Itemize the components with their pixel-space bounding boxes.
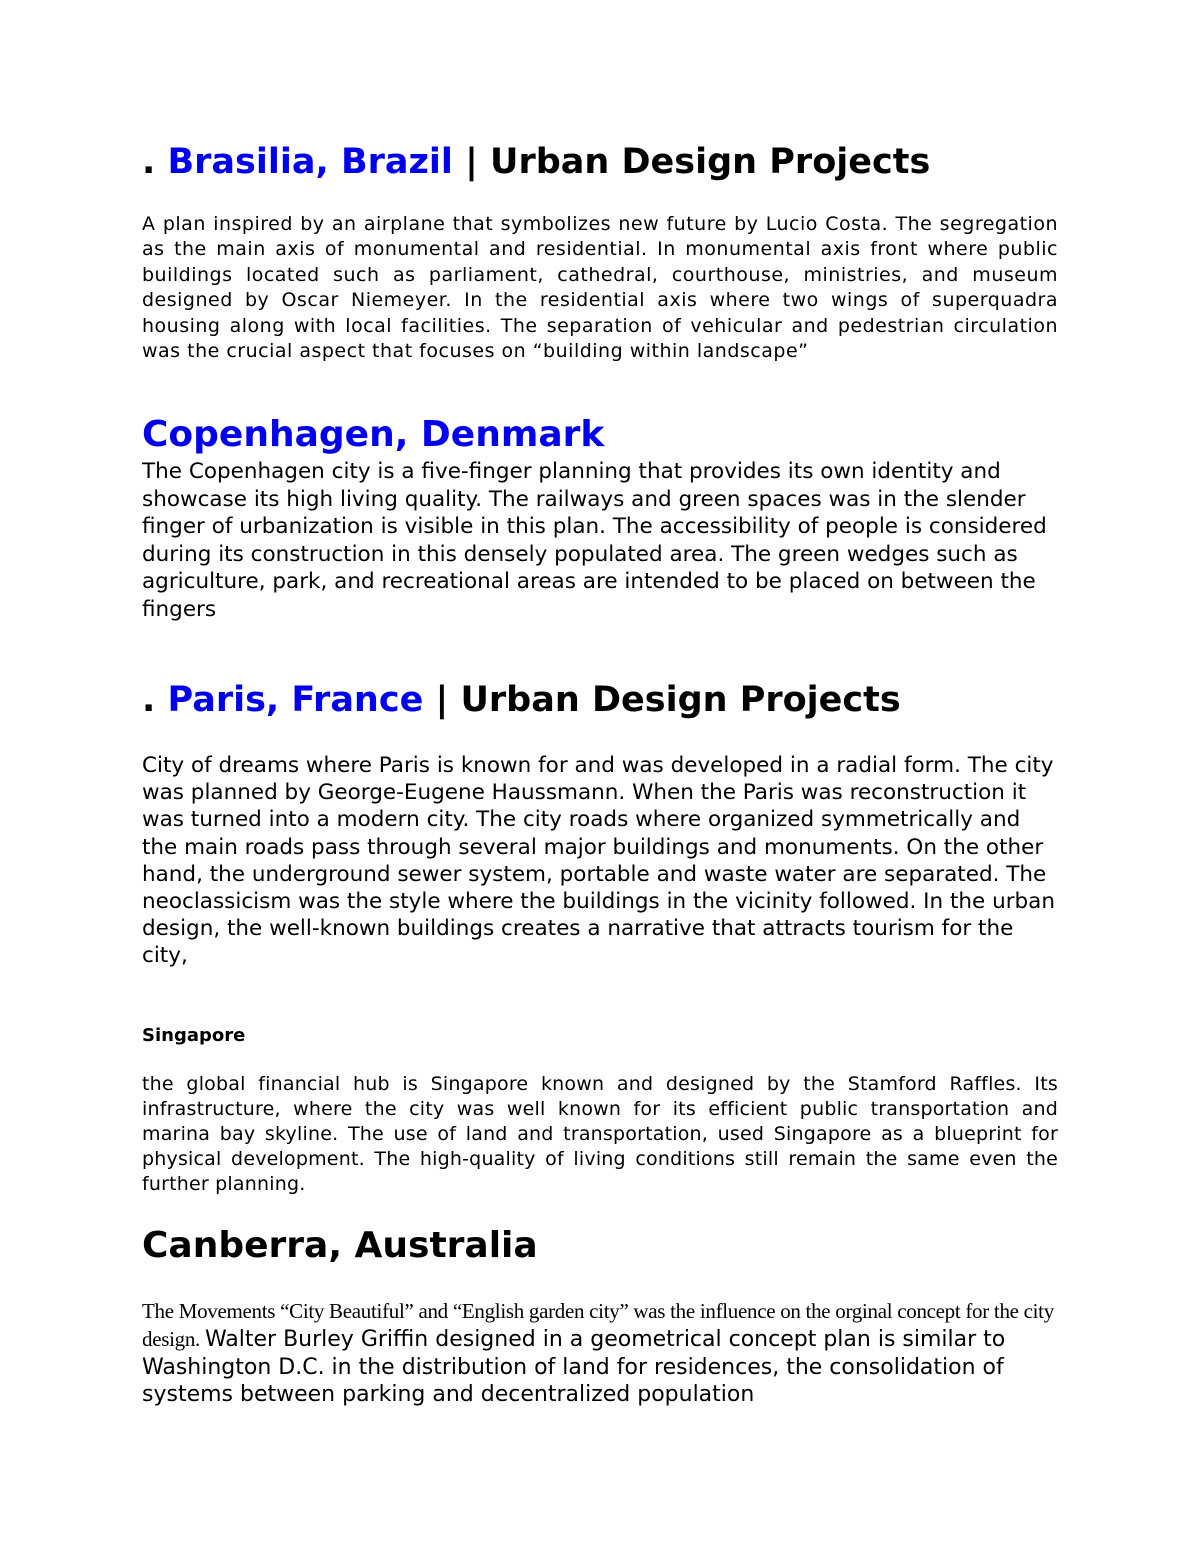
paris-heading [142, 678, 1058, 722]
paris-heading-city: Paris, France [167, 680, 424, 720]
brasilia-heading-city: Brasilia, Brazil [167, 142, 453, 182]
brasilia-paragraph: A plan inspired by an airplane that symbolizes new future by Lucio Costa. The segregation as the main axis of monumental and residential. In monumental axis front where public buildings located such as parliament, cathedral, courthouse, ministries, and museum designed by Oscar Niemeyer. In the residential axis where two wings of superquadra housing along with local facilities. The separation of vehicular and pedestrian circulation was the crucial aspect that focuses on “building within landscape” [142, 213, 1058, 363]
canberra-heading: Canberra, Australia [142, 1225, 538, 1266]
copenhagen-paragraph: The Copenhagen city is a five-finger planning that provides its own identity and showcase its high living quality. The railways and green spaces was in the slender finger of urbanization is visible in this plan. The accessibility of people is considered during its construction in this densely populated area. The green wedges such as agriculture, park, and recreational areas are intended to be placed on between the fingers [142, 459, 1047, 622]
paris-paragraph: City of dreams where Paris is known for and was developed in a radial form. The city was planned by George-Eugene Haussmann. When the Paris was reconstruction it was turned into a modern city. The city roads where organized symmetrically and the main roads pass through several major buildings and monuments. On the other hand, the underground sewer system, portable and waste water are separated. The neoclassicism was the style where the buildings in the vicinity followed. In the urban design, the well-known buildings creates a narrative that attracts tourism for the city, [142, 753, 1055, 969]
canberra-paragraph [142, 1298, 1058, 1409]
canberra-paragraph-sans: Walter Burley Griffin designed in a geometrical concept plan is similar to Washington D.C. in the distribution of land for residences, the consolidation of systems between parking and decentralized population [142, 1326, 1006, 1408]
copenhagen-heading [142, 413, 1058, 457]
singapore-heading: Singapore [142, 1025, 246, 1046]
copenhagen-heading-city: Copenhagen, Denmark [142, 414, 605, 455]
brasilia-heading-suffix: | Urban Design Projects [452, 142, 931, 182]
canberra-paragraph-serif: The Movements “City Beautiful” and “English garden city” was the influence on the orginal concept for the city design. [142, 1299, 1054, 1351]
paris-heading-suffix: | Urban Design Projects [423, 680, 901, 720]
singapore-paragraph: the global financial hub is Singapore known and designed by the Stamford Raffles. Its infrastructure, where the city was well known for its efficient public transportation and marina bay skyline. The use of land and transportation, used Singapore as a blueprint for physical development. The high-quality of living conditions still remain the same even the further planning. [142, 1073, 1058, 1195]
brasilia-heading [142, 140, 1058, 184]
paris-heading-prefix: . [142, 680, 168, 720]
brasilia-heading-prefix: . [142, 142, 168, 182]
